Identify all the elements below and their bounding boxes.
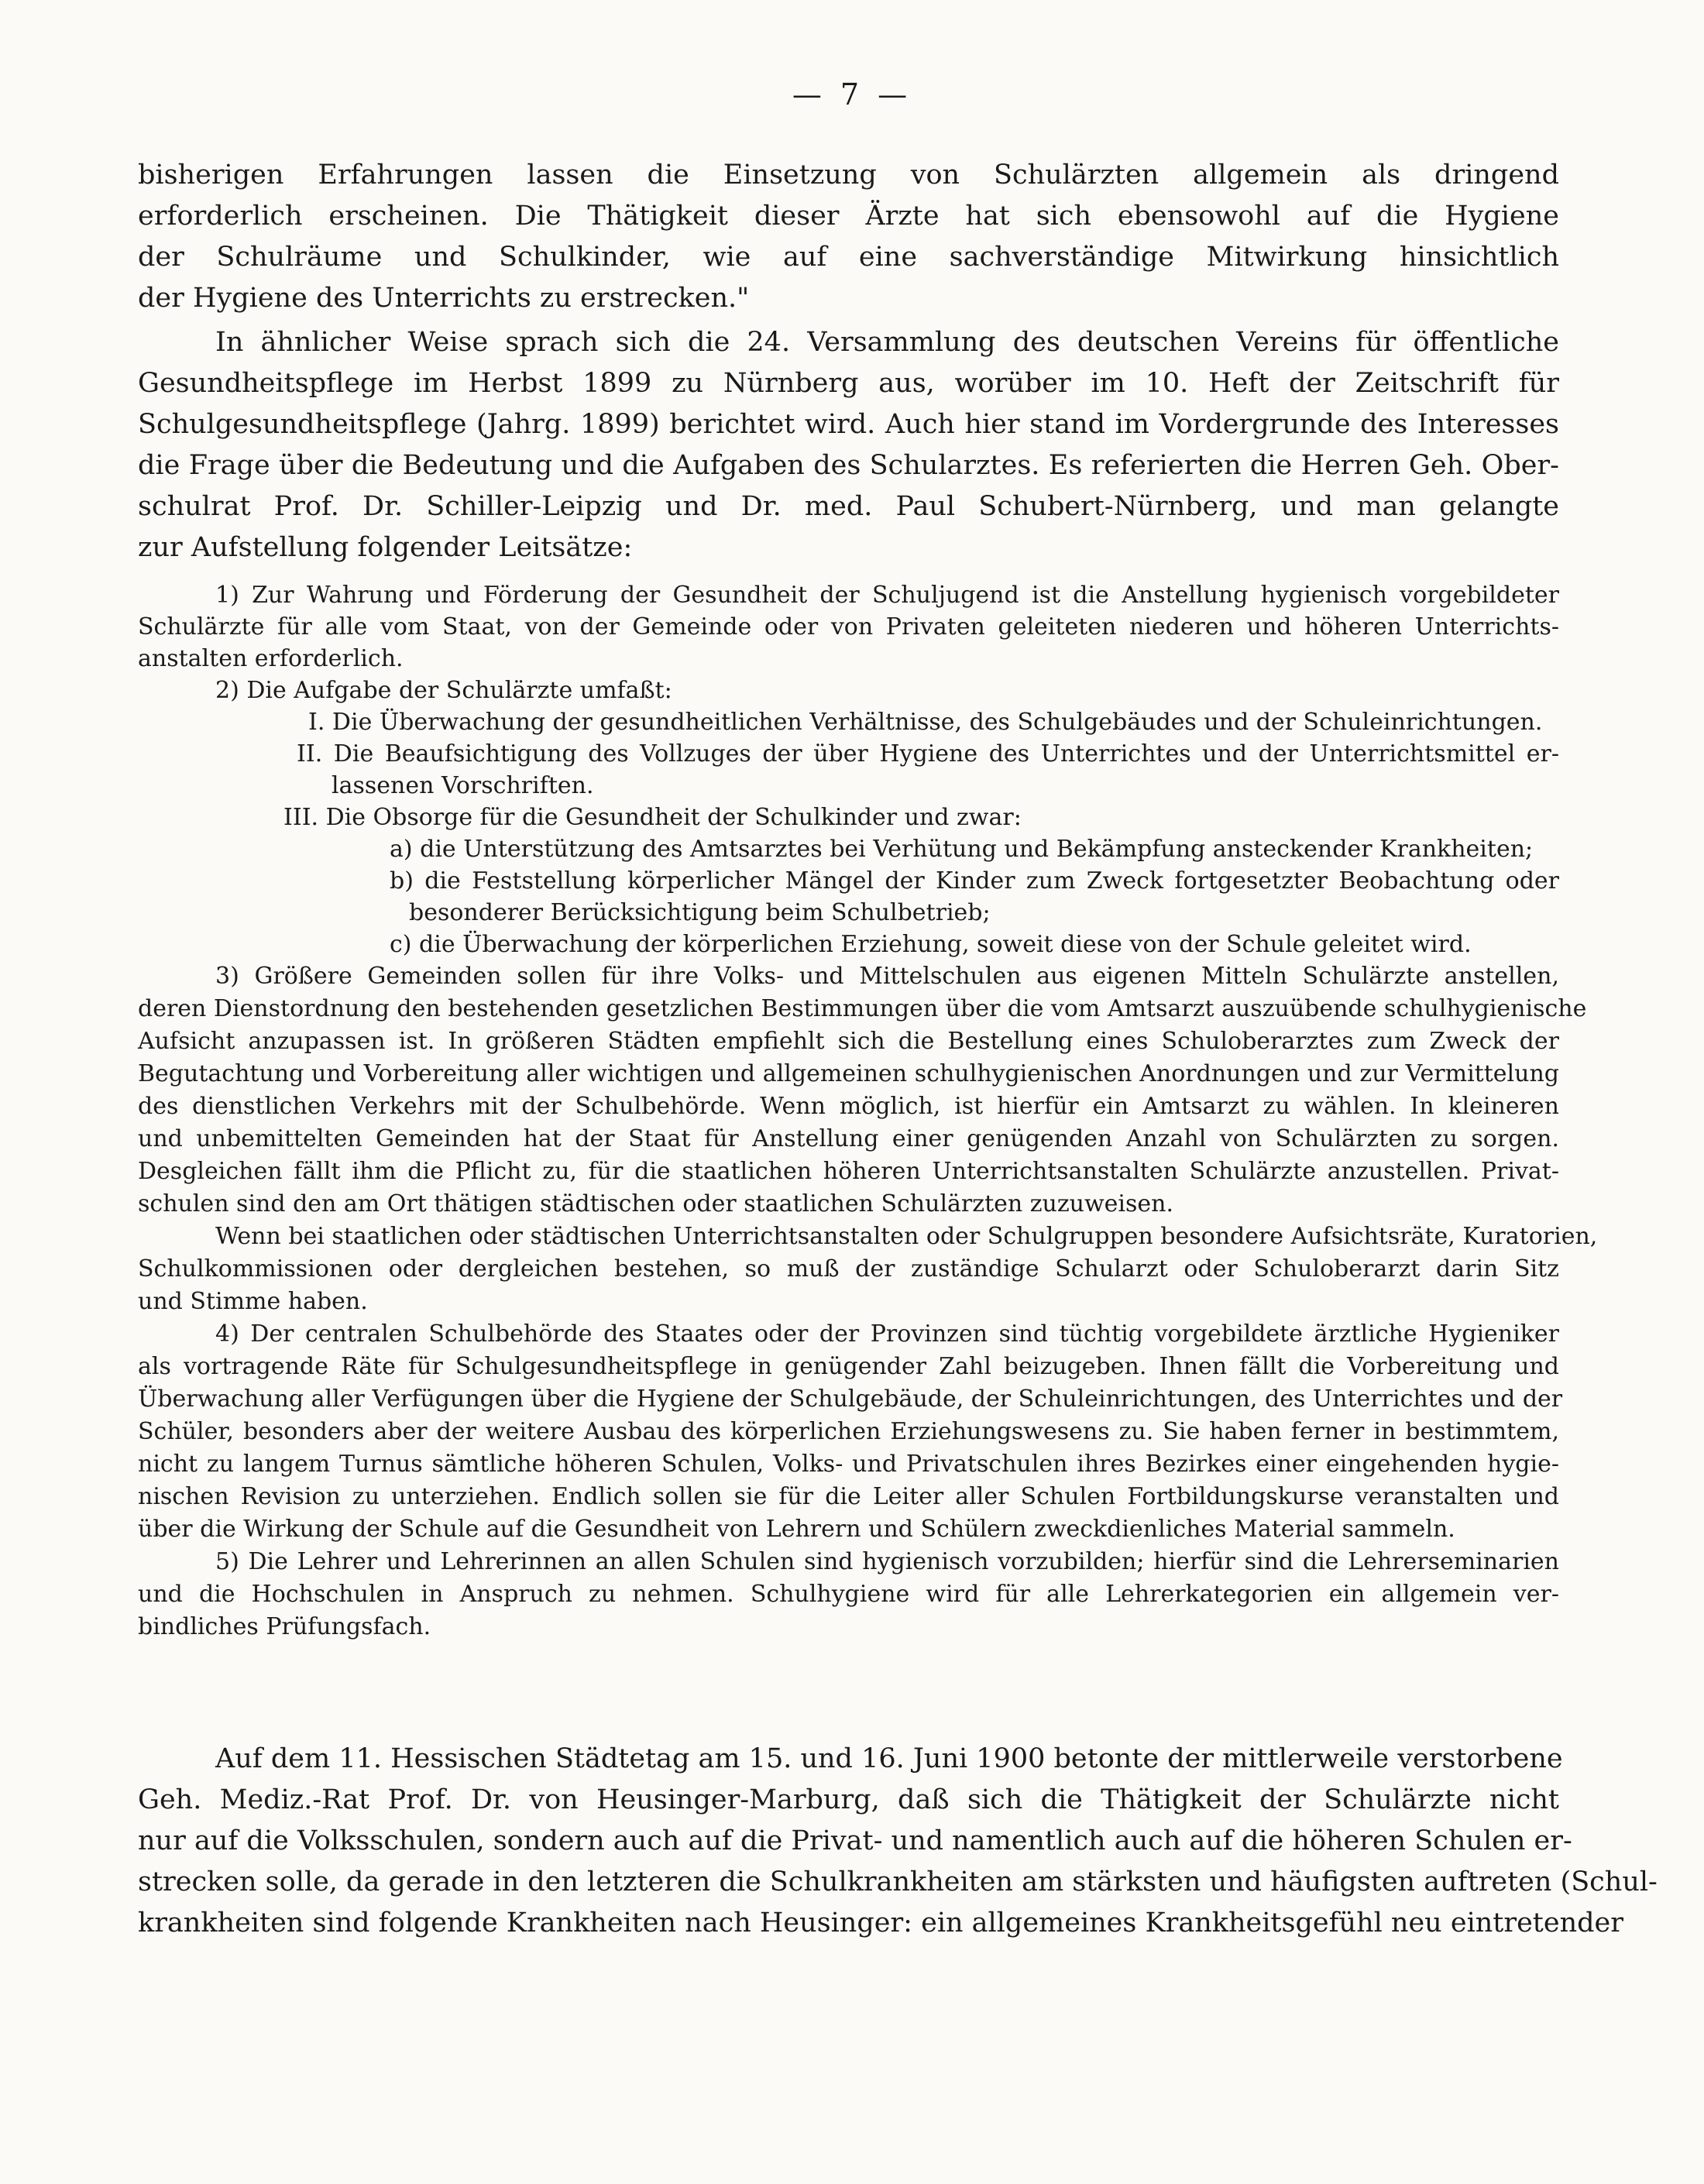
thesis-3b-line: Wenn bei staatlichen oder städtischen Unterrichtsanstalten oder Schulgruppen besondere Aufsichtsräte, Kuratorien, xyxy=(215,1223,1598,1250)
thesis-4-line: 4) Der centralen Schulbehörde des Staates oder der Provinzen sind tüchtig vorgebildete ärztliche Hygieniker xyxy=(215,1320,1559,1348)
thesis-5-line: bindliches Prüfungsfach. xyxy=(138,1613,431,1640)
text-line: krankheiten sind folgende Krankheiten nach Heusinger: ein allgemeines Krankheitsgefühl neu eintretender xyxy=(138,1908,1623,1938)
thesis-4-line: Überwachung aller Verfügungen über die Hygiene der Schulgebäude, der Schuleinrichtungen, des Unterrichtes und der xyxy=(138,1386,1563,1413)
text-line: strecken solle, da gerade in den letzteren die Schulkrankheiten am stärksten und häufigsten auftreten (Schul- xyxy=(138,1866,1658,1897)
page-number: — 7 — xyxy=(792,77,912,112)
thesis-2-item-III: III. Die Obsorge für die Gesundheit der Schulkinder und zwar: xyxy=(283,804,1022,831)
thesis-2-intro: 2) Die Aufgabe der Schulärzte umfaßt: xyxy=(215,677,672,704)
thesis-2-item-b-cont: besonderer Berücksichtigung beim Schulbetrieb; xyxy=(409,899,991,926)
text-line: der Schulräume und Schulkinder, wie auf eine sachverständige Mitwirkung hinsichtlich xyxy=(138,242,1559,273)
thesis-4-line: als vortragende Räte für Schulgesundheitspflege in genügender Zahl beizugeben. Ihnen fällt die Vorbereitung und xyxy=(138,1353,1559,1380)
thesis-1-line: anstalten erforderlich. xyxy=(138,645,404,672)
text-line: Schulgesundheitspflege (Jahrg. 1899) berichtet wird. Auch hier stand im Vordergrunde des Interesses xyxy=(138,409,1559,440)
thesis-2-item-II: II. Die Beaufsichtigung des Vollzuges der über Hygiene des Unterrichtes und der Unterrichtsmittel er- xyxy=(297,740,1559,767)
thesis-5-line: 5) Die Lehrer und Lehrerinnen an allen Schulen sind hygienisch vorzubilden; hierfür sind die Lehrerseminarien xyxy=(215,1548,1559,1575)
thesis-4-line: Schüler, besonders aber der weitere Ausbau des körperlichen Erziehungswesens zu. Sie haben ferner in bestimmtem, xyxy=(138,1418,1559,1445)
text-line: zur Aufstellung folgender Leitsätze: xyxy=(138,532,633,563)
thesis-2-item-c: c) die Überwachung der körperlichen Erziehung, soweit diese von der Schule geleitet wird. xyxy=(390,931,1472,958)
thesis-1-line: Schulärzte für alle vom Staat, von der Gemeinde oder von Privaten geleiteten niederen und höheren Unterrichts- xyxy=(138,613,1559,640)
text-line: bisherigen Erfahrungen lassen die Einsetzung von Schulärzten allgemein als dringend xyxy=(138,160,1559,191)
text-line: Geh. Mediz.-Rat Prof. Dr. von Heusinger-Marburg, daß sich die Thätigkeit der Schulärzte nicht xyxy=(138,1784,1559,1815)
text-line: die Frage über die Bedeutung und die Aufgaben des Schularztes. Es referierten die Herren Geh. Ober- xyxy=(138,450,1559,481)
thesis-3b-line: Schulkommissionen oder dergleichen bestehen, so muß der zuständige Schularzt oder Schuloberarzt darin Sitz xyxy=(138,1255,1559,1283)
text-line: der Hygiene des Unterrichts zu erstrecken." xyxy=(138,283,750,314)
thesis-3-line: Begutachtung und Vorbereitung aller wichtigen und allgemeinen schulhygienischen Anordnungen und zur Vermittelung xyxy=(138,1060,1559,1087)
thesis-4-line: über die Wirkung der Schule auf die Gesundheit von Lehrern und Schülern zweckdienliches Material sammeln. xyxy=(138,1516,1455,1543)
text-line: nur auf die Volksschulen, sondern auch auf die Privat- und namentlich auch auf die höheren Schulen er- xyxy=(138,1825,1572,1856)
thesis-2-item-b: b) die Feststellung körperlicher Mängel der Kinder zum Zweck fortgesetzter Beobachtung oder xyxy=(390,867,1559,895)
theses-list xyxy=(138,579,1598,1643)
thesis-5-line: und die Hochschulen in Anspruch zu nehmen. Schulhygiene wird für alle Lehrerkategorien ein allgemein ver- xyxy=(138,1581,1559,1608)
thesis-4-line: nicht zu langem Turnus sämtliche höheren Schulen, Volks- und Privatschulen ihres Bezirkes einer eingehenden hygie- xyxy=(138,1451,1559,1478)
thesis-3b-line: und Stimme haben. xyxy=(138,1288,368,1315)
paragraph-staedtetag xyxy=(138,1739,1658,1944)
text-line: In ähnlicher Weise sprach sich die 24. Versammlung des deutschen Vereins für öffentliche xyxy=(215,327,1559,358)
paragraph-quote-end xyxy=(138,155,1559,319)
thesis-3-line: und unbemittelten Gemeinden hat der Staat für Anstellung einer genügenden Anzahl von Schulärzten zu sorgen. xyxy=(138,1125,1559,1152)
thesis-3-line: Desgleichen fällt ihm die Pflicht zu, für die staatlichen höheren Unterrichtsanstalten Schulärzte anzustellen. Privat- xyxy=(138,1158,1559,1185)
thesis-3-line: 3) Größere Gemeinden sollen für ihre Volks- und Mittelschulen aus eigenen Mitteln Schulärzte anstellen, xyxy=(215,963,1559,990)
thesis-4-line: nischen Revision zu unterziehen. Endlich sollen sie für die Leiter aller Schulen Fortbildungskurse veranstalten und xyxy=(138,1483,1559,1510)
text-line: Gesundheitspflege im Herbst 1899 zu Nürnberg aus, worüber im 10. Heft der Zeitschrift für xyxy=(138,368,1559,399)
thesis-2-item-I: I. Die Überwachung der gesundheitlichen Verhältnisse, des Schulgebäudes und der Schuleinrichtungen. xyxy=(308,709,1543,736)
text-line: erforderlich erscheinen. Die Thätigkeit dieser Ärzte hat sich ebensowohl auf die Hygiene xyxy=(138,201,1559,232)
text-line: schulrat Prof. Dr. Schiller-Leipzig und Dr. med. Paul Schubert-Nürnberg, und man gelangte xyxy=(138,491,1559,522)
thesis-2-item-a: a) die Unterstützung des Amtsarztes bei Verhütung und Bekämpfung ansteckender Krankheiten; xyxy=(390,836,1534,863)
text-line: Auf dem 11. Hessischen Städtetag am 15. und 16. Juni 1900 betonte der mittlerweile verstorbene xyxy=(215,1743,1563,1774)
thesis-3-line: deren Dienstordnung den bestehenden gesetzlichen Bestimmungen über die vom Amtsarzt auszuübende schulhygienische xyxy=(138,995,1587,1022)
thesis-3-line: des dienstlichen Verkehrs mit der Schulbehörde. Wenn möglich, ist hierfür ein Amtsarzt zu wählen. In kleineren xyxy=(138,1093,1559,1120)
thesis-3-line: Aufsicht anzupassen ist. In größeren Städten empfiehlt sich die Bestellung eines Schuloberarztes zum Zweck der xyxy=(138,1028,1559,1055)
paragraph-versammlung xyxy=(138,322,1559,568)
thesis-3-line: schulen sind den am Ort thätigen städtischen oder staatlichen Schulärzten zuzuweisen. xyxy=(138,1190,1174,1217)
thesis-2-item-II-cont: lassenen Vorschriften. xyxy=(332,772,594,799)
thesis-1-line: 1) Zur Wahrung und Förderung der Gesundheit der Schuljugend ist die Anstellung hygienisch vorgebildeter xyxy=(215,582,1559,609)
